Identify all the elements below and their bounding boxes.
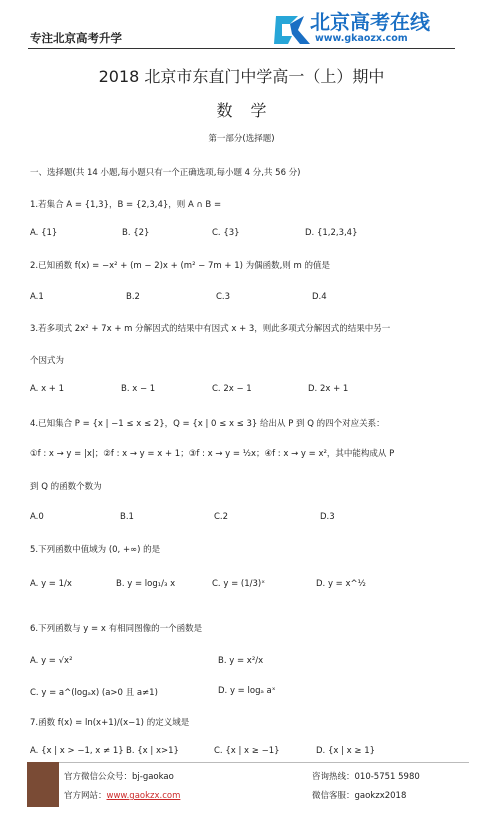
footer-divider	[59, 762, 469, 763]
q3-stem-line1: 3.若多项式 2x² + 7x + m 分解因式的结果中有因式 x + 3，则此多项式分解因式的结果中另一	[30, 324, 391, 334]
q4-stem-line1: 4.已知集合 P = {x | −1 ≤ x ≤ 2}，Q = {x | 0 ≤ x ≤ 3} 给出从 P 到 Q 的四个对应关系：	[30, 419, 385, 429]
q7-option-c: C. {x | x ≥ −1}	[214, 746, 280, 756]
q3-option-a: A. x + 1	[30, 384, 65, 394]
q3-option-d: D. 2x + 1	[308, 384, 349, 394]
q2-option-a: A.1	[30, 292, 44, 302]
q4-option-d: D.3	[320, 512, 335, 522]
logo-url: www.gkaozx.com	[315, 33, 408, 44]
footer-service: 微信客服：gaokzx2018	[312, 791, 407, 801]
q1-option-a: A. {1}	[30, 228, 58, 238]
q6-option-d: D. y = logₐ aˣ	[218, 686, 276, 696]
q6-option-b: B. y = x²/x	[218, 656, 264, 666]
q5-option-a: A. y = 1/x	[30, 579, 72, 589]
q6-option-a: A. y = √x²	[30, 656, 73, 666]
q4-stem-line2: ①f : x → y = |x|；②f : x → y = x + 1；③f : x → y = ½x；④f : x → y = x²，其中能构成从 P	[30, 449, 395, 459]
q1-stem: 1.若集合 A = {1,3}，B = {2,3,4}，则 A ∩ B =	[30, 200, 222, 210]
part-heading: 第一部分(选择题)	[208, 134, 275, 144]
q3-option-b: B. x − 1	[121, 384, 156, 394]
q7-stem: 7.函数 f(x) = ln(x+1)/(x−1) 的定义域是	[30, 718, 190, 728]
q5-option-b: B. y = log₁/₃ x	[116, 579, 176, 589]
q4-stem-line3: 到 Q 的函数个数为	[30, 482, 102, 492]
q2-option-b: B.2	[126, 292, 140, 302]
q2-stem: 2.已知函数 f(x) = −x² + (m − 2)x + (m² − 7m + 1) 为偶函数,则 m 的值是	[30, 261, 331, 271]
q5-stem: 5.下列函数中值域为 (0, +∞) 的是	[30, 545, 161, 555]
q4-option-b: B.1	[120, 512, 134, 522]
q3-stem-line2: 个因式为	[30, 356, 65, 366]
q7-option-d: D. {x | x ≥ 1}	[316, 746, 376, 756]
q3-option-c: C. 2x − 1	[212, 384, 252, 394]
q5-option-c: C. y = (1/3)ˣ	[212, 579, 265, 589]
footer-site-link[interactable]: www.gaokzx.com	[106, 791, 181, 801]
header-slogan: 专注北京高考升学	[30, 31, 122, 45]
q1-option-c: C. {3}	[212, 228, 240, 238]
q4-option-c: C.2	[214, 512, 229, 522]
q7-option-b: B. {x | x>1}	[126, 746, 179, 756]
footer-site	[64, 789, 180, 801]
q2-option-c: C.3	[216, 292, 231, 302]
q1-option-b: B. {2}	[122, 228, 150, 238]
q5-option-d: D. y = x^½	[316, 579, 366, 589]
footer-site-label: 官方网站：	[64, 791, 107, 801]
q7-option-a: A. {x | x > −1, x ≠ 1}	[30, 746, 124, 756]
q1-option-d: D. {1,2,3,4}	[305, 228, 358, 238]
footer-accent-bar	[27, 762, 59, 807]
header-divider	[28, 48, 455, 49]
logo-name: 北京高考在线	[310, 10, 430, 34]
q6-option-c: C. y = a^(logₐx) (a>0 且 a≠1)	[30, 688, 158, 698]
exam-subject: 数学	[216, 101, 285, 120]
footer-hotline: 咨询热线：010-5751 5980	[312, 772, 420, 782]
q6-stem: 6.下列函数与 y = x 有相同图像的一个函数是	[30, 624, 203, 634]
footer-wechat: 官方微信公众号：bj-gaokao	[64, 772, 174, 782]
exam-title: 2018 北京市东直门中学高一（上）期中	[98, 67, 385, 86]
section-heading: 一、选择题(共 14 小题,每小题只有一个正确选项,每小题 4 分,共 56 分)	[30, 168, 301, 178]
q2-option-d: D.4	[312, 292, 327, 302]
q4-option-a: A.0	[30, 512, 44, 522]
